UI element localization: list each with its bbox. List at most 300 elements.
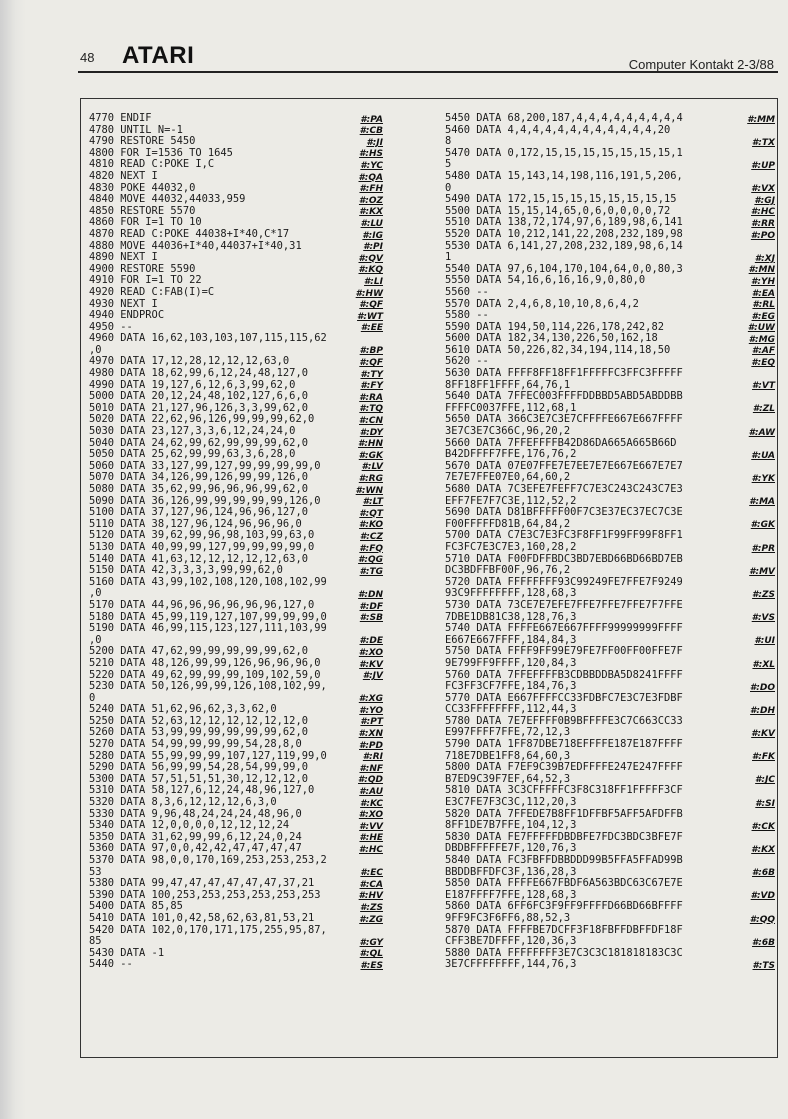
code-text: 5230 DATA 50,126,99,99,126,108,102,99, [89,680,327,693]
code-text: 5300 DATA 57,51,51,51,30,12,12,12,0 [89,772,308,785]
checksum-label: #:KO [359,520,383,531]
checksum-label: #:EE [360,323,383,334]
code-text: 5090 DATA 36,126,99,99,99,99,99,126,0 [89,494,321,507]
checksum-label: #:XO [358,810,383,821]
code-text: 5440 -- [89,958,133,971]
checksum-label: #:OZ [358,195,383,206]
code-text: 85 [89,935,102,948]
code-text: 5380 DATA 99,47,47,47,47,47,47,37,21 [89,877,315,890]
code-line [445,797,775,809]
code-text: 5770 DATA E667FFFFCC33FDBFC7E3C7E3FDBF [445,691,683,704]
checksum-label: #:DE [359,636,383,647]
code-line [89,194,383,206]
code-text: F00FFFFFD81B,64,84,2 [445,517,571,530]
code-text: 4810 READ C:POKE I,C [89,158,215,171]
code-text: 8FF18FF1FFFF,64,76,1 [445,378,571,391]
checksum-label: #:DY [359,427,383,438]
checksum-label: #:ZL [752,404,775,415]
code-line [445,310,775,322]
code-text: 5690 DATA D81BFFFFF00F7C3E37EC37EC7C3E [445,506,683,519]
code-text: ,0 [89,633,102,646]
checksum-label: #:GY [359,937,383,948]
checksum-label: #:QQ [749,914,775,925]
checksum-label: #:MN [748,265,775,276]
code-text: 5720 DATA FFFFFFFF93C99249FE7FFE7F9249 [445,575,683,588]
code-text: 5160 DATA 43,99,102,108,120,108,102,99 [89,575,327,588]
code-line [445,252,775,264]
code-text: 3E7CFFFFFFFF,144,76,3 [445,958,577,971]
code-line [89,600,383,612]
code-text: 5650 DATA 366C3E7C3E7CFFFFE667E667FFFF [445,413,683,426]
checksum-label: #:UP [751,160,775,171]
code-line [445,125,775,137]
code-line [89,623,383,635]
checksum-label: #:XL [752,659,775,670]
checksum-label: #:RA [359,392,383,403]
checksum-label: #:EA [752,288,775,299]
code-text: BBDDBFFDFC3F,136,28,3 [445,865,577,878]
code-text: EFF7FE7F7C3E,112,52,2 [445,494,577,507]
code-text: 5340 DATA 12,0,0,0,0,12,12,12,24 [89,819,290,832]
checksum-label: #:NF [359,763,383,774]
checksum-label: #:UA [751,450,775,461]
checksum-label: #:DF [359,601,383,612]
listing-column-right [445,113,775,971]
checksum-label: #:WN [355,485,383,496]
code-text: 4890 NEXT I [89,251,158,264]
checksum-label: #:YC [360,160,383,171]
checksum-label: #:HS [359,149,383,160]
code-text: 5850 DATA FFFFE667FBDF6A563BDC63C67E7E [445,877,683,890]
code-text: 7DBE1DB81C38,128,76,3 [445,610,577,623]
code-line [445,368,775,380]
checksum-label: #:DN [358,589,383,600]
code-line [89,310,383,322]
code-line [445,299,775,311]
code-text: 5790 DATA 1FF87DBE718EFFFFE187E187FFFF [445,738,683,751]
checksum-label: #:RG [358,474,383,484]
checksum-label: #:JV [362,671,383,682]
code-text: 5210 DATA 48,126,99,99,126,96,96,96,0 [89,656,321,669]
code-text: DBDBFFFFFE7F,120,76,3 [445,842,577,855]
magazine-issue: Computer Kontakt 2-3/88 [628,57,774,72]
code-text: 4790 RESTORE 5450 [89,135,196,148]
code-line [445,426,775,438]
code-text: 5080 DATA 35,62,99,96,96,96,99,62,0 [89,483,308,495]
checksum-label: #:XO [358,647,383,658]
checksum-label: #:PR [751,543,775,554]
checksum-label: #:VD [750,891,775,902]
checksum-label: #:MA [749,497,775,508]
code-text: 5190 DATA 46,99,115,123,127,111,103,99 [89,622,327,635]
checksum-label: #:QL [359,949,383,960]
code-text: 5050 DATA 25,62,99,99,63,3,6,28,0 [89,448,296,461]
code-line [89,542,383,554]
book-binding-shadow [0,0,26,1119]
checksum-label: #:SI [755,798,775,809]
code-line [89,426,383,438]
code-text: 4900 RESTORE 5590 [89,262,196,275]
code-line [89,739,383,751]
checksum-label: #:XJ [754,253,775,264]
code-text: 5680 DATA 7C3EFE7FEFF7C7E3C243C243C7E3 [445,483,683,495]
code-text: 5070 DATA 34,126,99,126,99,99,126,0 [89,471,308,484]
code-line [445,287,775,299]
code-text: 5700 DATA C7E3C7E3FC3F8FF1F99FF99F8FF1 [445,529,683,542]
code-text: 4770 ENDIF [89,112,152,124]
checksum-label: #:XG [358,694,383,705]
code-text: 5290 DATA 56,99,99,54,28,54,99,99,0 [89,761,308,774]
code-text: 5120 DATA 39,62,99,96,98,103,99,63,0 [89,529,315,542]
code-line [445,171,775,183]
code-text: 5140 DATA 41,63,12,12,12,12,12,63,0 [89,552,308,565]
checksum-label: #:CA [359,879,383,890]
code-text: 5030 DATA 23,127,3,3,6,12,24,24,0 [89,425,296,438]
code-text: 7E7E7FFE07E0,64,60,2 [445,471,571,484]
code-text: 5130 DATA 40,99,99,127,99,99,99,99,0 [89,540,315,553]
code-text: 4830 POKE 44032,0 [89,181,196,194]
code-text: 4820 NEXT I [89,169,158,182]
checksum-label: #:FH [359,184,383,195]
code-text: 5560 -- [445,285,489,298]
code-text: 4950 -- [89,320,133,333]
code-text: 4880 MOVE 44036+I*40,44037+I*40,31 [89,239,302,252]
code-text: 5 [445,158,452,171]
code-text: 5430 DATA -1 [89,946,165,959]
code-line [445,565,775,577]
checksum-label: #:CZ [360,531,383,542]
code-text: 5580 -- [445,309,489,322]
code-text: 5840 DATA FC3FBFFDBBDDD99B5FFA5FFAD99B [445,854,683,866]
checksum-label: #:WT [357,311,383,322]
code-line [89,333,383,345]
checksum-label: #:FK [752,752,775,763]
checksum-label: #:CN [359,416,383,427]
code-text: 5670 DATA 07E07FFE7E7EE7E7E667E667E7E7 [445,459,683,472]
code-text: 5780 DATA 7E7EFFFF0B9BFFFFE3C7C663CC33 [445,714,683,727]
code-text: 5200 DATA 47,62,99,99,99,99,99,62,0 [89,645,308,658]
checksum-label: #:FY [360,381,383,392]
code-text: 5100 DATA 37,127,96,124,96,96,127,0 [89,506,308,519]
code-line [89,681,383,693]
code-text: 5420 DATA 102,0,170,171,175,255,95,87, [89,923,327,936]
code-text: 5400 DATA 85,85 [89,900,183,913]
code-text: 5260 DATA 53,99,99,99,99,99,99,62,0 [89,726,308,739]
code-line [89,913,383,925]
code-text: 5040 DATA 24,62,99,62,99,99,99,62,0 [89,436,308,449]
checksum-label: #:MM [747,114,775,125]
code-text: 5350 DATA 31,62,99,99,6,12,24,0,24 [89,830,302,843]
code-text: B7ED9C39F7EF,64,52,3 [445,772,571,785]
code-text: 4910 FOR I=1 TO 22 [89,274,202,287]
checksum-label: #:EG [751,311,775,322]
checksum-label: #:KC [360,798,383,809]
checksum-label: #:PA [360,114,383,125]
code-text: 5860 DATA 6FF6FC3F9FF9FFFFD66BD66BFFFF [445,900,683,913]
checksum-label: #:ES [360,960,383,971]
checksum-label: #:QD [358,775,383,786]
code-text: 5520 DATA 10,212,141,22,208,232,189,98 [445,227,683,240]
code-text: 5250 DATA 52,63,12,12,12,12,12,12,0 [89,714,308,727]
checksum-label: #:SB [359,613,383,624]
code-line [445,542,775,554]
checksum-label: #:6B [752,937,775,948]
checksum-label: #:XN [358,729,383,740]
code-line [445,855,775,867]
checksum-label: #:HC [751,207,775,218]
code-text: 5740 DATA FFFFE667E667FFFF99999999FFFF [445,622,683,635]
code-text: 5150 DATA 42,3,3,3,3,99,99,62,0 [89,564,283,577]
code-line [445,113,775,125]
checksum-label: #:DO [750,682,775,693]
code-text: 4990 DATA 19,127,6,12,6,3,99,62,0 [89,378,296,391]
code-line [445,600,775,612]
checksum-label: #:MG [748,334,775,345]
code-text: CC33FFFFFFFF,112,44,3 [445,703,577,716]
checksum-label: #:GK [750,520,775,531]
checksum-label: #:QA [358,172,383,183]
code-line [89,229,383,241]
code-text: 4840 MOVE 44032,44033,959 [89,193,246,206]
magazine-section-logo: ATARI [122,42,195,69]
checksum-label: #:FQ [359,543,383,554]
checksum-label: #:RR [751,218,775,229]
code-text: B42DFFFF7FFE,176,76,2 [445,448,577,461]
checksum-label: #:6B [752,868,775,879]
code-line [445,658,775,670]
code-text: 5360 DATA 97,0,0,42,42,47,47,47,47 [89,842,302,855]
code-line [89,171,383,183]
checksum-label: #:VV [359,821,383,832]
code-text: 5010 DATA 21,127,96,126,3,3,99,62,0 [89,401,308,414]
code-line [445,275,775,287]
code-line [89,577,383,589]
code-text: 5270 DATA 54,99,99,99,99,54,28,8,0 [89,738,302,751]
checksum-label: #:YO [359,705,383,716]
code-text: 5640 DATA 7FFEC003FFFFDDBBD5ABD5ABDDBB [445,390,683,403]
checksum-label: #:BP [359,346,383,357]
code-text: 4930 NEXT I [89,297,158,310]
code-line [89,113,383,125]
code-text: 5760 DATA 7FFEFFFFB3CDBBDDBA5D8241FFFF [445,668,683,681]
checksum-label: #:VT [752,381,775,392]
checksum-label: #:MV [749,566,775,577]
code-text: 4980 DATA 18,62,99,6,12,24,48,127,0 [89,367,308,380]
code-line [445,241,775,253]
checksum-label: #:EQ [751,358,775,369]
checksum-label: #:AF [752,346,775,357]
checksum-label: #:PO [750,230,775,241]
code-line [445,194,775,206]
code-text: FC3FF3CF7FFE,184,76,3 [445,680,577,693]
code-text: 5280 DATA 55,99,99,99,107,127,119,99,0 [89,749,327,762]
checksum-label: #:QT [359,508,383,519]
checksum-label: #:KX [751,845,775,855]
code-text: 5660 DATA 7FFEFFFFB42D86DA665A665B66D [445,436,677,449]
code-text: 5550 DATA 54,16,6,16,16,9,0,80,0 [445,274,646,287]
checksum-label: #:UW [747,323,775,334]
checksum-label: #:PI [363,242,383,253]
code-text: 5390 DATA 100,253,253,253,253,253,253 [89,888,321,901]
checksum-label: #:LU [360,218,383,229]
code-line [89,565,383,577]
code-text: 5730 DATA 73CE7E7EFE7FFE7FFE7FFE7F7FFE [445,598,683,611]
checksum-label: #:KQ [358,265,383,276]
code-text: 8 [445,135,452,148]
checksum-label: #:TY [360,369,383,380]
checksum-label: #:JI [366,137,383,148]
code-text: DC3BDFFBF00F,96,76,2 [445,564,571,577]
code-text: 5870 DATA FFFFBE7DCFF3F18FBFFDBFFDF18F [445,923,683,936]
code-text: 4940 ENDPROC [89,309,165,322]
checksum-label: #:HC [359,845,383,855]
checksum-label: #:IG [362,230,383,241]
code-text: 4920 READ C:FAB(I)=C [89,285,215,298]
code-line [445,623,775,635]
code-line [89,368,383,380]
checksum-label: #:PT [360,717,383,728]
code-text: 4960 DATA 16,62,103,103,107,115,115,62 [89,332,327,345]
checksum-label: #:GJ [754,195,775,206]
checksum-label: #:TS [752,960,775,971]
code-text: 93C9FFFFFFFF,128,68,3 [445,587,577,600]
code-line [89,855,383,867]
checksum-label: #:LI [364,276,383,287]
checksum-label: #:GK [358,450,383,461]
checksum-label: #:TQ [359,404,383,415]
code-text: 5710 DATA F00FDFFBDC3BD7EBD66BD66BD7EB [445,552,683,565]
code-line [445,148,775,160]
checksum-label: #:YK [751,474,775,484]
code-text: 5880 DATA FFFFFFFF3E7C3C3C181818183C3C [445,946,683,959]
code-text: 5530 DATA 6,141,27,208,232,189,98,6,14 [445,239,683,252]
checksum-label: #:CB [359,126,383,137]
code-text: 5600 DATA 182,34,130,226,50,162,18 [445,332,658,345]
page-number: 48 [80,50,95,65]
code-text: 5470 DATA 0,172,15,15,15,15,15,15,15,1 [445,146,683,159]
checksum-label: #:EC [360,868,383,879]
header-rule [78,71,778,73]
checksum-label: #:RI [362,752,383,763]
checksum-label: #:AU [359,787,383,798]
code-text: 5610 DATA 50,226,82,34,194,114,18,50 [445,343,671,356]
checksum-label: #:RL [752,300,775,311]
code-line [89,948,383,960]
code-text: 5060 DATA 33,127,99,127,99,99,99,99,0 [89,459,321,472]
code-text: 5310 DATA 58,127,6,12,24,48,96,127,0 [89,784,315,797]
checksum-label: #:PD [359,740,383,751]
code-text: 5370 DATA 98,0,0,170,169,253,253,253,2 [89,854,327,866]
code-text: E3C7FE7F3C3C,112,20,3 [445,796,577,809]
code-text: 5170 DATA 44,96,96,96,96,96,96,127,0 [89,598,315,611]
checksum-label: #:QF [359,300,383,311]
code-text: 5830 DATA FE7FFFFFDBDBFE7FDC3BDC3BFE7F [445,830,683,843]
code-text: 4780 UNTIL N=-1 [89,123,183,136]
code-text: ,0 [89,587,102,600]
checksum-label: #:JC [755,775,775,786]
checksum-label: #:KV [359,659,383,670]
code-text: 5410 DATA 101,0,42,58,62,63,81,53,21 [89,911,315,924]
code-line [89,959,383,971]
code-text: 5820 DATA 7FFEDE7B8FF1DFFBF5AFF5AFDFFB [445,807,683,820]
code-text: 53 [89,865,102,878]
code-text: 5110 DATA 38,127,96,124,96,96,96,0 [89,517,302,530]
checksum-label: #:ZS [752,589,775,600]
code-line [89,658,383,670]
code-text: 5450 DATA 68,200,187,4,4,4,4,4,4,4,4,4 [445,112,683,124]
code-text: 5590 DATA 194,50,114,226,178,242,82 [445,320,664,333]
code-text: 0 [89,691,96,704]
code-text: 5180 DATA 45,99,119,127,107,99,99,99,0 [89,610,327,623]
code-line [445,229,775,241]
code-line [89,936,383,948]
checksum-label: #:TG [359,566,383,577]
checksum-label: #:LT [362,497,383,508]
checksum-label: #:QV [358,253,383,264]
code-line [445,484,775,496]
code-text: 4860 FOR I=1 TO 10 [89,216,202,229]
checksum-label: #:VX [751,184,775,195]
checksum-label: #:LV [361,462,383,473]
code-text: 5220 DATA 49,62,99,99,99,109,102,59,0 [89,668,321,681]
code-text: 9FF9FC3F6FF6,88,52,3 [445,911,571,924]
checksum-label: #:KV [751,729,775,740]
checksum-label: #:DH [750,705,775,716]
code-text: 5630 DATA FFFF8FF18FF1FFFFFC3FFC3FFFFF [445,367,683,380]
code-text: 4970 DATA 17,12,28,12,12,12,63,0 [89,355,290,368]
checksum-label: #:ZG [359,914,383,925]
code-line [445,681,775,693]
checksum-label: #:QF [359,358,383,369]
checksum-label: #:AW [748,427,775,438]
code-line [445,936,775,948]
code-line [89,797,383,809]
code-text: CFF3BE7DFFFF,120,36,3 [445,935,577,948]
code-text: 5240 DATA 51,62,96,62,3,3,62,0 [89,703,277,716]
code-text: 0 [445,181,452,194]
checksum-label: #:HE [359,833,383,844]
code-line [89,287,383,299]
code-text: 5540 DATA 97,6,104,170,104,64,0,0,80,3 [445,262,683,275]
code-text: 5510 DATA 138,72,174,97,6,189,98,6,141 [445,216,683,229]
code-line [89,925,383,937]
code-text: 5320 DATA 8,3,6,12,12,12,6,3,0 [89,796,277,809]
code-text: 5500 DATA 15,15,14,65,0,6,0,0,0,0,72 [445,204,671,217]
listing-column-left [89,113,383,971]
code-text: 5810 DATA 3C3CFFFFFC3F8C318FF1FFFFF3CF [445,784,683,797]
checksum-label: #:QG [358,555,383,566]
code-text: 5020 DATA 22,62,96,126,99,99,99,62,0 [89,413,315,426]
code-text: 4850 RESTORE 5570 [89,204,196,217]
code-line [89,252,383,264]
checksum-label: #:UI [754,636,775,647]
code-text: 5620 -- [445,355,489,368]
checksum-label: #:HN [358,439,383,450]
code-text: 8FF1DE7B7FFE,104,12,3 [445,819,577,832]
code-text: 4800 FOR I=1536 TO 1645 [89,146,233,159]
code-line [89,484,383,496]
code-text: FC3FC7E3C7E3,160,28,2 [445,540,577,553]
checksum-label: #:YH [751,276,775,287]
code-text: 5330 DATA 9,96,48,24,24,24,48,96,0 [89,807,302,820]
code-text: FFFFC0037FFE,112,68,1 [445,401,577,414]
listing-box [80,98,778,1058]
code-text: E997FFFF7FFE,72,12,3 [445,726,571,739]
checksum-label: #:VS [751,613,775,624]
code-text: 5480 DATA 15,143,14,198,116,191,5,206, [445,169,683,182]
code-text: 5570 DATA 2,4,6,8,10,10,8,6,4,2 [445,297,639,310]
checksum-label: #:KX [359,207,383,218]
